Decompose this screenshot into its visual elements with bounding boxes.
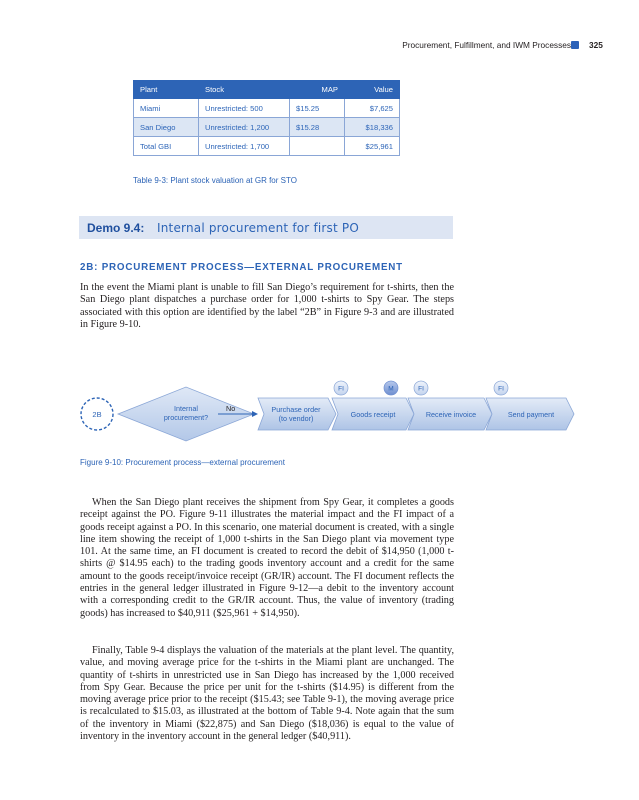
step-label: Goods receipt	[350, 410, 396, 419]
cell-map: $15.25	[290, 99, 345, 118]
column-header-stock: Stock	[199, 81, 290, 99]
column-header-map: MAP	[290, 81, 345, 99]
badge-label: M	[388, 385, 394, 393]
cell-stock: Unrestricted: 1,700	[199, 137, 290, 156]
decision-line-2: procurement?	[163, 413, 209, 422]
section-heading: 2B: PROCUREMENT PROCESS—EXTERNAL PROCUREMENT	[80, 262, 403, 273]
body-paragraph-2: Finally, Table 9-4 displays the valuation of the materials at the plant level. The quantity, value, and moving average price for the t-shirts in the Miami plant are unchanged. The quantity of t-shirts in unrestricted use in San Diego has increased by the 1,000 received from Spy Gear. Because the price per unit for the t-shirts ($14.95) is different from the moving average price prior to the receipt ($15.43; see Table 9-1), the moving average price is recalculated to $15.03, as illustrated at the bottom of Table 9-4. Note again that the sum of the inventory in Miami ($22,875) and San Diego ($18,036) is equal to the value of inventory in the inventory account in the general ledger ($40,911).	[80, 645, 454, 743]
cell-value: $7,625	[345, 99, 400, 118]
badge-label: FI	[338, 385, 344, 393]
no-arrow-head	[252, 411, 258, 417]
start-label: 2B	[92, 410, 102, 419]
column-header-plant: Plant	[134, 81, 199, 99]
badge-label: FI	[418, 385, 424, 393]
step-label: Receive invoice	[425, 410, 477, 419]
decision-line-1: Internal	[174, 404, 198, 413]
cell-plant: San Diego	[134, 118, 199, 137]
column-header-value: Value	[345, 81, 400, 99]
cell-map: $15.28	[290, 118, 345, 137]
demo-title: Internal procurement for first PO	[157, 221, 360, 235]
po-line-1: Purchase order	[271, 405, 321, 414]
figure-caption: Figure 9-10: Procurement process—external procurement	[80, 458, 285, 467]
po-line-2: (to vendor)	[278, 414, 314, 423]
cell-stock: Unrestricted: 500	[199, 99, 290, 118]
cell-value: $18,336	[345, 118, 400, 137]
badge-label: FI	[498, 385, 504, 393]
no-label: No	[226, 404, 236, 413]
demo-label: Demo 9.4:	[87, 221, 145, 235]
step-label: Send payment	[507, 410, 555, 419]
cell-plant: Total GBI	[134, 137, 199, 156]
page-number: 325	[589, 40, 603, 50]
intro-paragraph: In the event the Miami plant is unable to fill San Diego’s requirement for t-shirts, then the San Diego plant dispatches a purchase order for 1,000 t-shirts to Spy Gear. The steps associated with this option are identified by the label “2B” in Figure 9-3 and are illustrated in Figure 9-10.	[80, 282, 454, 330]
body-paragraph-1: When the San Diego plant receives the shipment from Spy Gear, it completes a goods receipt against the PO. Figure 9-11 illustrates the material impact and the FI impact of a goods receipt against a PO. In this scenario, one material document is created, with a single line item showing the receipt of 1,000 t-shirts in the San Diego plant via movement type 101. At the same time, an FI document is created to record the debit of $14,950 (1,000 t-shirts @ $14.95 each) to the trading goods inventory account and a credit for the same amount to the goods receipt/invoice receipt (GR/IR) account. The FI document reflects the entries in the general ledger illustrated in Figure 9-12—a debit to the inventory account with a corresponding credit to the GR/IR account. Thus, the value of inventory (trading goods) has increased to $40,911 ($25,961 + $14,950).	[80, 497, 454, 619]
cell-plant: Miami	[134, 99, 199, 118]
header-title: Procurement, Fulfillment, and IWM Processes	[402, 40, 571, 50]
cell-value: $25,961	[345, 137, 400, 156]
cell-stock: Unrestricted: 1,200	[199, 118, 290, 137]
table-caption: Table 9-3: Plant stock valuation at GR for STO	[133, 176, 297, 185]
